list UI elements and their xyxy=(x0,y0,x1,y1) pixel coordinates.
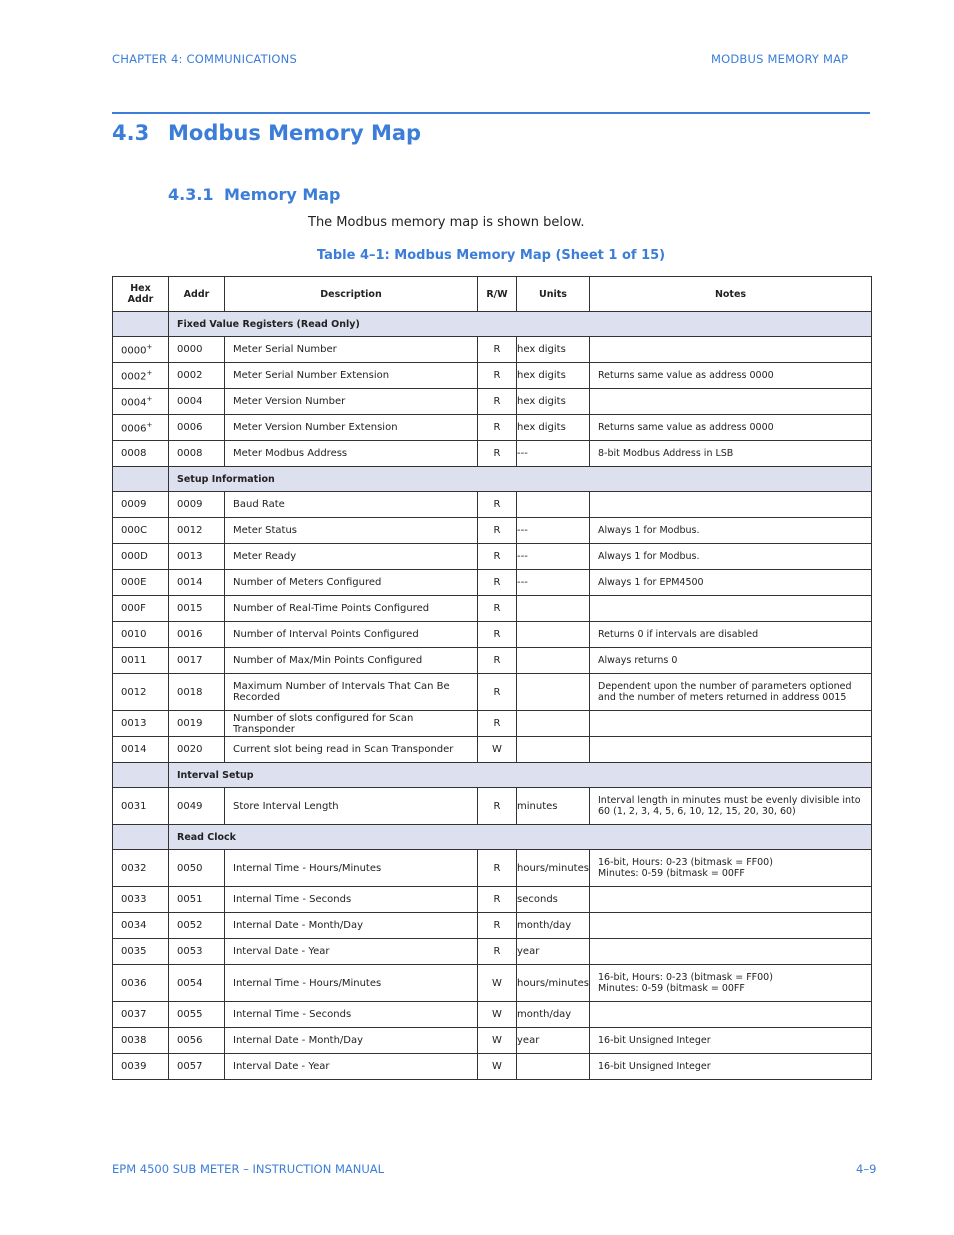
section-row-label: Fixed Value Registers (Read Only) xyxy=(169,312,872,337)
section-title: Modbus Memory Map xyxy=(168,121,422,145)
cell-hex-addr xyxy=(113,965,169,1002)
table-row xyxy=(113,939,872,965)
cell-addr: 0014 xyxy=(169,570,225,596)
table-row xyxy=(113,887,872,913)
cell-notes: 8-bit Modbus Address in LSB xyxy=(590,441,872,467)
cell-addr: 0019 xyxy=(169,711,225,737)
cell-hex-addr xyxy=(113,788,169,825)
cell-units xyxy=(517,622,590,648)
cell-rw: R xyxy=(478,913,517,939)
section-rule xyxy=(112,112,870,114)
table-row xyxy=(113,441,872,467)
cell-description: Meter Status xyxy=(225,518,478,544)
hex-addr-value: 0032 xyxy=(121,862,147,874)
cell-description: Baud Rate xyxy=(225,492,478,518)
cell-description: Meter Serial Number xyxy=(225,337,478,363)
hex-addr-value: 0004 xyxy=(121,397,147,409)
cell-notes xyxy=(590,939,872,965)
table-row xyxy=(113,544,872,570)
hex-addr-value: 000F xyxy=(121,603,146,614)
cell-addr: 0002 xyxy=(169,363,225,389)
hex-addr-value: 000D xyxy=(121,551,148,562)
cell-units: hours/minutes xyxy=(517,850,590,887)
cell-rw: R xyxy=(478,518,517,544)
cell-units xyxy=(517,737,590,763)
cell-hex-addr xyxy=(113,441,169,467)
cell-addr: 0009 xyxy=(169,492,225,518)
cell-addr: 0051 xyxy=(169,887,225,913)
cell-hex-addr xyxy=(113,570,169,596)
cell-units xyxy=(517,711,590,737)
table-row xyxy=(113,711,872,737)
cell-hex-addr xyxy=(113,887,169,913)
hex-addr-value: 0036 xyxy=(121,977,147,989)
table-row xyxy=(113,648,872,674)
hex-addr-value: 0002 xyxy=(121,371,147,383)
hex-addr-footnote-mark: + xyxy=(146,342,153,351)
cell-addr: 0052 xyxy=(169,913,225,939)
cell-hex-addr xyxy=(113,337,169,363)
cell-notes: Always returns 0 xyxy=(590,648,872,674)
cell-addr: 0016 xyxy=(169,622,225,648)
cell-description: Number of Meters Configured xyxy=(225,570,478,596)
cell-description: Meter Version Number xyxy=(225,389,478,415)
cell-description: Internal Time - Hours/Minutes xyxy=(225,965,478,1002)
cell-addr: 0020 xyxy=(169,737,225,763)
cell-hex-addr xyxy=(113,492,169,518)
cell-description: Meter Ready xyxy=(225,544,478,570)
cell-rw: W xyxy=(478,737,517,763)
cell-notes xyxy=(590,492,872,518)
cell-rw: R xyxy=(478,492,517,518)
cell-units xyxy=(517,596,590,622)
cell-rw: R xyxy=(478,570,517,596)
cell-notes xyxy=(590,389,872,415)
cell-hex-addr xyxy=(113,1002,169,1028)
cell-description: Meter Modbus Address xyxy=(225,441,478,467)
hex-addr-value: 000E xyxy=(121,577,147,588)
cell-rw: R xyxy=(478,674,517,711)
hex-addr-value: 0035 xyxy=(121,946,147,957)
cell-hex-addr xyxy=(113,674,169,711)
cell-notes xyxy=(590,737,872,763)
col-header-notes: Notes xyxy=(590,277,872,312)
cell-notes: Always 1 for Modbus. xyxy=(590,518,872,544)
cell-notes: Dependent upon the number of parameters optioned and the number of meters returned in address 0015 xyxy=(590,674,872,711)
cell-hex-addr xyxy=(113,737,169,763)
cell-addr: 0055 xyxy=(169,1002,225,1028)
hex-addr-value: 0010 xyxy=(121,629,147,640)
cell-rw: R xyxy=(478,648,517,674)
cell-description: Meter Serial Number Extension xyxy=(225,363,478,389)
cell-units: seconds xyxy=(517,887,590,913)
cell-description: Interval Date - Year xyxy=(225,1054,478,1080)
cell-addr: 0050 xyxy=(169,850,225,887)
cell-rw: R xyxy=(478,544,517,570)
footer-manual-title: EPM 4500 SUB METER – INSTRUCTION MANUAL xyxy=(112,1162,385,1176)
hex-addr-value: 000C xyxy=(121,525,148,536)
section-row-spacer xyxy=(113,825,169,850)
subsection-title: Memory Map xyxy=(224,185,341,204)
cell-hex-addr xyxy=(113,711,169,737)
cell-hex-addr xyxy=(113,415,169,441)
hex-addr-value: 0008 xyxy=(121,448,147,459)
cell-rw: R xyxy=(478,389,517,415)
cell-description: Store Interval Length xyxy=(225,788,478,825)
cell-notes: Returns same value as address 0000 xyxy=(590,415,872,441)
cell-rw: R xyxy=(478,622,517,648)
cell-units: --- xyxy=(517,518,590,544)
hex-addr-value: 0012 xyxy=(121,686,147,698)
cell-addr: 0018 xyxy=(169,674,225,711)
cell-units: month/day xyxy=(517,913,590,939)
cell-description: Maximum Number of Intervals That Can Be Recorded xyxy=(225,674,478,711)
cell-rw: W xyxy=(478,1028,517,1054)
cell-addr: 0054 xyxy=(169,965,225,1002)
memory-map-table xyxy=(112,276,872,1080)
cell-addr: 0013 xyxy=(169,544,225,570)
cell-addr: 0008 xyxy=(169,441,225,467)
section-row xyxy=(113,467,872,492)
cell-hex-addr xyxy=(113,596,169,622)
cell-notes: Returns 0 if intervals are disabled xyxy=(590,622,872,648)
cell-description: Internal Date - Month/Day xyxy=(225,913,478,939)
running-header-section: MODBUS MEMORY MAP xyxy=(711,52,849,66)
hex-addr-value: 0038 xyxy=(121,1035,147,1046)
cell-addr: 0006 xyxy=(169,415,225,441)
cell-units: year xyxy=(517,939,590,965)
cell-notes: Always 1 for Modbus. xyxy=(590,544,872,570)
hex-addr-value: 0014 xyxy=(121,744,147,755)
cell-units: year xyxy=(517,1028,590,1054)
cell-units: --- xyxy=(517,441,590,467)
cell-addr: 0012 xyxy=(169,518,225,544)
cell-hex-addr xyxy=(113,544,169,570)
table-header-row xyxy=(113,277,872,312)
table-row xyxy=(113,337,872,363)
cell-description: Meter Version Number Extension xyxy=(225,415,478,441)
table-row xyxy=(113,570,872,596)
section-row-spacer xyxy=(113,763,169,788)
cell-rw: R xyxy=(478,850,517,887)
cell-hex-addr xyxy=(113,913,169,939)
col-header-rw: R/W xyxy=(478,277,517,312)
cell-description: Internal Date - Month/Day xyxy=(225,1028,478,1054)
cell-addr: 0015 xyxy=(169,596,225,622)
hex-addr-value: 0034 xyxy=(121,920,147,931)
cell-notes: 16-bit Unsigned Integer xyxy=(590,1054,872,1080)
table-row xyxy=(113,363,872,389)
cell-description: Number of Real-Time Points Configured xyxy=(225,596,478,622)
section-row-label: Interval Setup xyxy=(169,763,872,788)
cell-notes xyxy=(590,337,872,363)
hex-addr-value: 0011 xyxy=(121,655,147,666)
table-row xyxy=(113,737,872,763)
table-row xyxy=(113,674,872,711)
cell-description: Interval Date - Year xyxy=(225,939,478,965)
table-row xyxy=(113,518,872,544)
table-row xyxy=(113,492,872,518)
cell-addr: 0056 xyxy=(169,1028,225,1054)
col-header-units: Units xyxy=(517,277,590,312)
section-row-spacer xyxy=(113,467,169,492)
cell-rw: W xyxy=(478,1054,517,1080)
cell-rw: R xyxy=(478,441,517,467)
cell-notes: Returns same value as address 0000 xyxy=(590,363,872,389)
cell-addr: 0053 xyxy=(169,939,225,965)
hex-addr-value: 0013 xyxy=(121,718,147,729)
cell-description: Current slot being read in Scan Transponder xyxy=(225,737,478,763)
cell-description: Internal Time - Seconds xyxy=(225,887,478,913)
hex-addr-value: 0033 xyxy=(121,894,147,905)
subsection-number: 4.3.1 xyxy=(168,185,214,204)
cell-rw: R xyxy=(478,415,517,441)
cell-addr: 0000 xyxy=(169,337,225,363)
cell-notes: 16-bit, Hours: 0-23 (bitmask = FF00) Minutes: 0-59 (bitmask = 00FF xyxy=(590,965,872,1002)
table-row xyxy=(113,913,872,939)
table-row xyxy=(113,1054,872,1080)
cell-notes xyxy=(590,1002,872,1028)
section-row xyxy=(113,763,872,788)
table-row xyxy=(113,850,872,887)
section-row-label: Setup Information xyxy=(169,467,872,492)
cell-hex-addr xyxy=(113,850,169,887)
cell-hex-addr xyxy=(113,648,169,674)
hex-addr-value: 0037 xyxy=(121,1009,147,1020)
running-header-chapter: CHAPTER 4: COMMUNICATIONS xyxy=(112,52,297,66)
table-row xyxy=(113,622,872,648)
cell-units xyxy=(517,492,590,518)
cell-notes: Interval length in minutes must be evenly divisible into 60 (1, 2, 3, 4, 5, 6, 10, 12, 15, 20, 30, 60) xyxy=(590,788,872,825)
col-header-hex-addr: Hex Addr xyxy=(113,277,169,312)
section-row-label: Read Clock xyxy=(169,825,872,850)
hex-addr-footnote-mark: + xyxy=(146,420,153,429)
cell-units: --- xyxy=(517,570,590,596)
cell-rw: R xyxy=(478,596,517,622)
table-row xyxy=(113,415,872,441)
cell-hex-addr xyxy=(113,1054,169,1080)
cell-description: Number of Max/Min Points Configured xyxy=(225,648,478,674)
cell-units: hex digits xyxy=(517,363,590,389)
table-caption: Table 4–1: Modbus Memory Map (Sheet 1 of 15) xyxy=(316,248,666,263)
table-row xyxy=(113,1002,872,1028)
cell-hex-addr xyxy=(113,939,169,965)
cell-rw: R xyxy=(478,363,517,389)
cell-notes xyxy=(590,711,872,737)
cell-rw: W xyxy=(478,965,517,1002)
cell-units xyxy=(517,674,590,711)
cell-notes xyxy=(590,596,872,622)
cell-notes xyxy=(590,913,872,939)
cell-units xyxy=(517,1054,590,1080)
hex-addr-value: 0009 xyxy=(121,499,147,510)
section-heading xyxy=(112,121,421,145)
cell-notes: Always 1 for EPM4500 xyxy=(590,570,872,596)
cell-units: minutes xyxy=(517,788,590,825)
cell-units: hex digits xyxy=(517,415,590,441)
section-number: 4.3 xyxy=(112,121,150,145)
table-row xyxy=(113,596,872,622)
hex-addr-value: 0006 xyxy=(121,423,147,435)
table-row xyxy=(113,389,872,415)
cell-hex-addr xyxy=(113,363,169,389)
cell-units: hours/minutes xyxy=(517,965,590,1002)
cell-units: month/day xyxy=(517,1002,590,1028)
col-header-addr: Addr xyxy=(169,277,225,312)
col-header-description: Description xyxy=(225,277,478,312)
table-row xyxy=(113,965,872,1002)
cell-notes xyxy=(590,887,872,913)
cell-rw: R xyxy=(478,711,517,737)
cell-description: Number of slots configured for Scan Transponder xyxy=(225,711,478,737)
cell-addr: 0004 xyxy=(169,389,225,415)
cell-addr: 0049 xyxy=(169,788,225,825)
hex-addr-value: 0000 xyxy=(121,345,147,357)
cell-hex-addr xyxy=(113,518,169,544)
cell-rw: W xyxy=(478,1002,517,1028)
subsection-heading xyxy=(168,185,341,204)
cell-description: Number of Interval Points Configured xyxy=(225,622,478,648)
hex-addr-footnote-mark: + xyxy=(146,394,153,403)
cell-description: Internal Time - Hours/Minutes xyxy=(225,850,478,887)
cell-units: hex digits xyxy=(517,389,590,415)
cell-notes: 16-bit Unsigned Integer xyxy=(590,1028,872,1054)
table-row xyxy=(113,788,872,825)
cell-hex-addr xyxy=(113,622,169,648)
cell-description: Internal Time - Seconds xyxy=(225,1002,478,1028)
table-row xyxy=(113,1028,872,1054)
cell-rw: R xyxy=(478,887,517,913)
table-body xyxy=(113,312,872,1080)
section-row-spacer xyxy=(113,312,169,337)
section-row xyxy=(113,312,872,337)
footer-page-number: 4–9 xyxy=(856,1162,877,1176)
intro-paragraph: The Modbus memory map is shown below. xyxy=(308,215,585,230)
hex-addr-value: 0031 xyxy=(121,800,147,812)
cell-rw: R xyxy=(478,337,517,363)
cell-addr: 0057 xyxy=(169,1054,225,1080)
cell-notes: 16-bit, Hours: 0-23 (bitmask = FF00) Minutes: 0-59 (bitmask = 00FF xyxy=(590,850,872,887)
cell-addr: 0017 xyxy=(169,648,225,674)
cell-units: hex digits xyxy=(517,337,590,363)
hex-addr-value: 0039 xyxy=(121,1061,147,1072)
section-row xyxy=(113,825,872,850)
hex-addr-footnote-mark: + xyxy=(146,368,153,377)
cell-units xyxy=(517,648,590,674)
cell-hex-addr xyxy=(113,1028,169,1054)
cell-units: --- xyxy=(517,544,590,570)
cell-hex-addr xyxy=(113,389,169,415)
cell-rw: R xyxy=(478,788,517,825)
cell-rw: R xyxy=(478,939,517,965)
